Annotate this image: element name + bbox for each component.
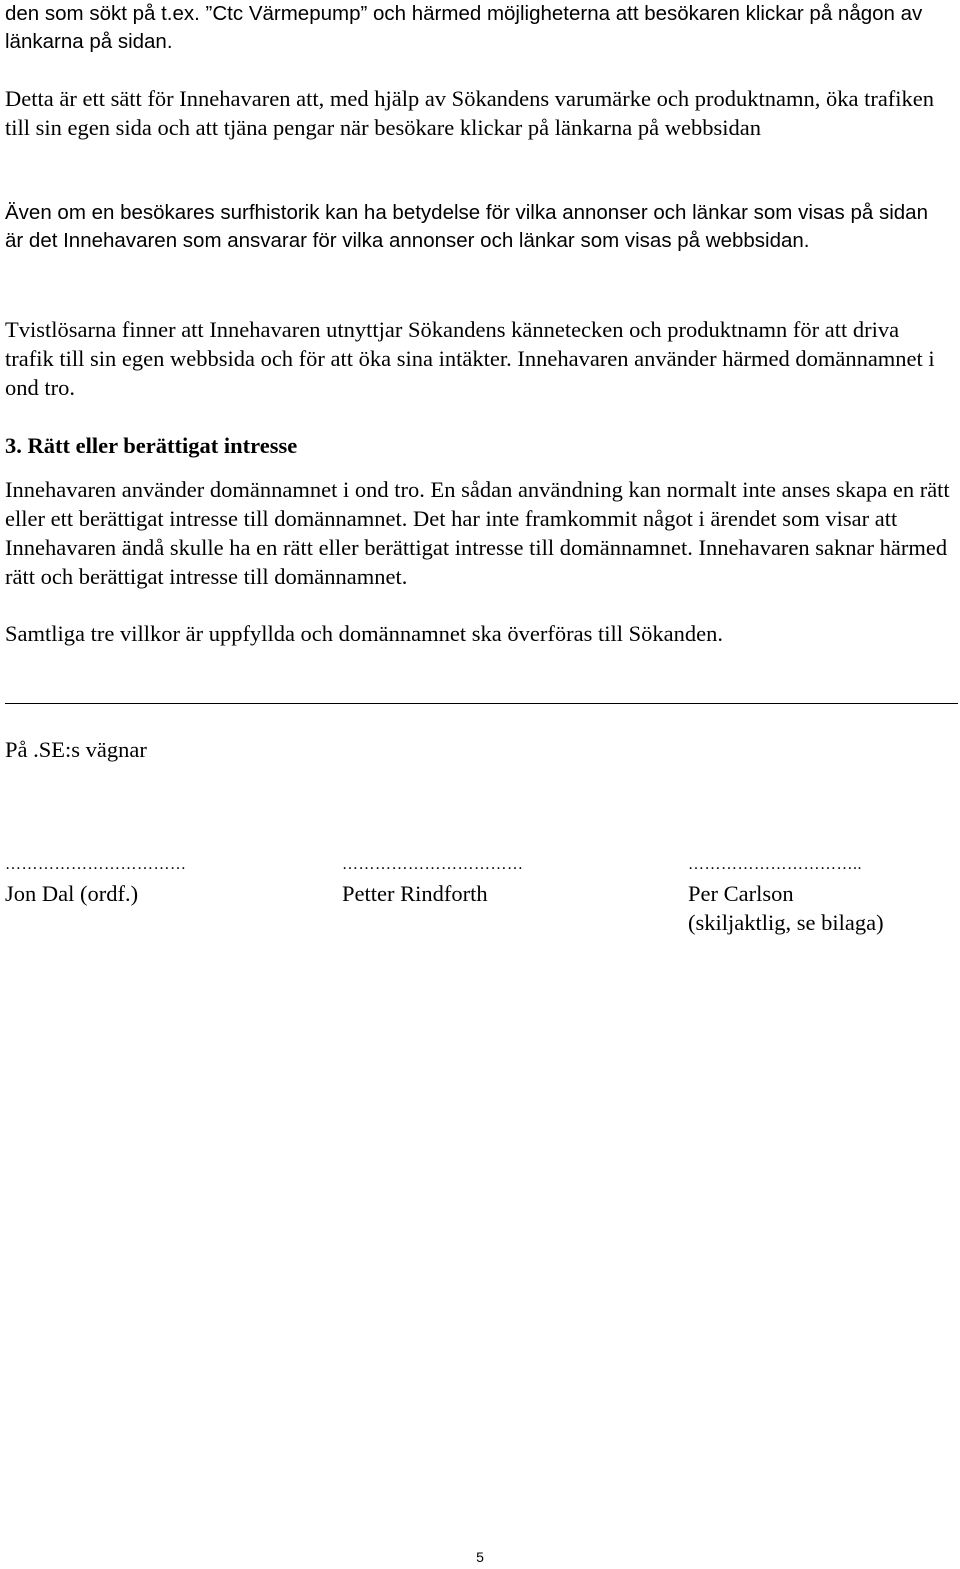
section-heading: 3. Rätt eller berättigat intresse [5,433,298,458]
paragraph-intro: den som sökt på t.ex. ”Ctc Värmepump” och härmed möjligheterna att besökaren klickar på någon av länkarna på sidan. [5,2,923,53]
signature-block-second [342,850,524,908]
signatory-name: Per Carlson [688,881,794,906]
paragraph-conclusion-bad-faith: Tvistlösarna finner att Innehavaren utnyttjar Sökandens kännetecken och produktnamn för att driva trafik till sin egen webbsida och för att öka sina intäkter. Innehavaren använder härmed domännamnet i ond tro. [5,317,935,400]
on-behalf-line: På .SE:s vägnar [5,737,147,762]
paragraph-final-decision: Samtliga tre villkor är uppfyllda och domännamnet ska överföras till Sökanden. [5,621,723,646]
signature-line: ………………………….. [688,856,862,873]
paragraph-legitimate-interest: Innehavaren använder domännamnet i ond tro. En sådan användning kan normalt inte anses skapa en rätt eller ett berättigat intresse till domännamnet. Det har inte framkommit något i ärendet som visar att Innehavaren ändå skulle ha en rätt eller berättigat intresse till domännamnet. Innehavaren saknar härmed rätt och berättigat intresse till domännamnet. [5,477,950,589]
signatory-name: Jon Dal (ordf.) [5,881,139,906]
paragraph-traffic: Detta är ett sätt för Innehavaren att, med hjälp av Sökandens varumärke och produktnamn, öka trafiken till sin egen sida och att tjäna pengar när besökare klickar på länkarna på webbsidan [5,86,935,140]
dissent-note: (skiljaktlig, se bilaga) [688,910,884,935]
signature-block-chair [5,850,187,908]
page-number: 5 [476,1549,484,1565]
paragraph-surf-history: Även om en besökares surfhistorik kan ha betydelse för vilka annonser och länkar som visas på sidan är det Innehavaren som ansvarar för vilka annonser och länkar som visas på webbsidan. [5,201,928,252]
signatory-name: Petter Rindforth [342,881,488,906]
horizontal-divider [5,703,958,704]
signature-line: …………………………… [5,856,187,873]
signature-block-third [688,850,884,937]
signature-line: …………………………… [342,856,524,873]
